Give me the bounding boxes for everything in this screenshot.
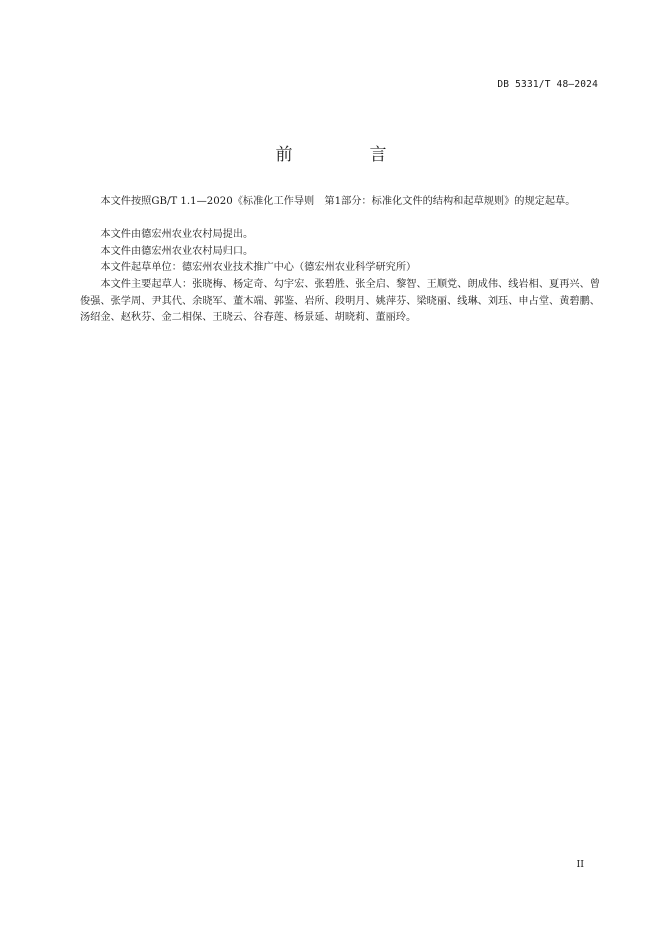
paragraph-spacer xyxy=(80,211,600,228)
foreword-body xyxy=(80,194,600,327)
paragraph-main-drafters: 本文件主要起草人：张晓梅、杨定奇、勾宇宏、张碧胜、张全启、黎智、王顺党、朗成伟、线岩相、夏再兴、曾俊强、张学周、尹其代、余晓军、董木端、郭鉴、岩所、段明月、姚萍芬、梁晓丽、线琳、刘珏、申占堂、黄碧鹏、汤绍金、赵秋芬、金二相保、王晓云、谷春莲、杨景延、胡晓莉、董丽玲。 xyxy=(80,278,600,324)
paragraph-centralized-by: 本文件由德宏州农业农村局归口。 xyxy=(100,245,254,257)
page-title: 前 言 xyxy=(275,145,417,165)
paragraph-proposed-by: 本文件由德宏州农业农村局提出。 xyxy=(100,229,254,241)
paragraph-drafting-basis: 本文件按照GB/T 1.1—2020《标准化工作导则 第1部分：标准化文件的结构和起草规则》的规定起草。 xyxy=(100,196,576,207)
page-number: II xyxy=(576,859,584,870)
document-code: DB 5331/T 48—2024 xyxy=(497,79,598,90)
paragraph-drafting-organization: 本文件起草单位：德宏州农业技术推广中心（德宏州农业科学研究所） xyxy=(100,262,417,274)
